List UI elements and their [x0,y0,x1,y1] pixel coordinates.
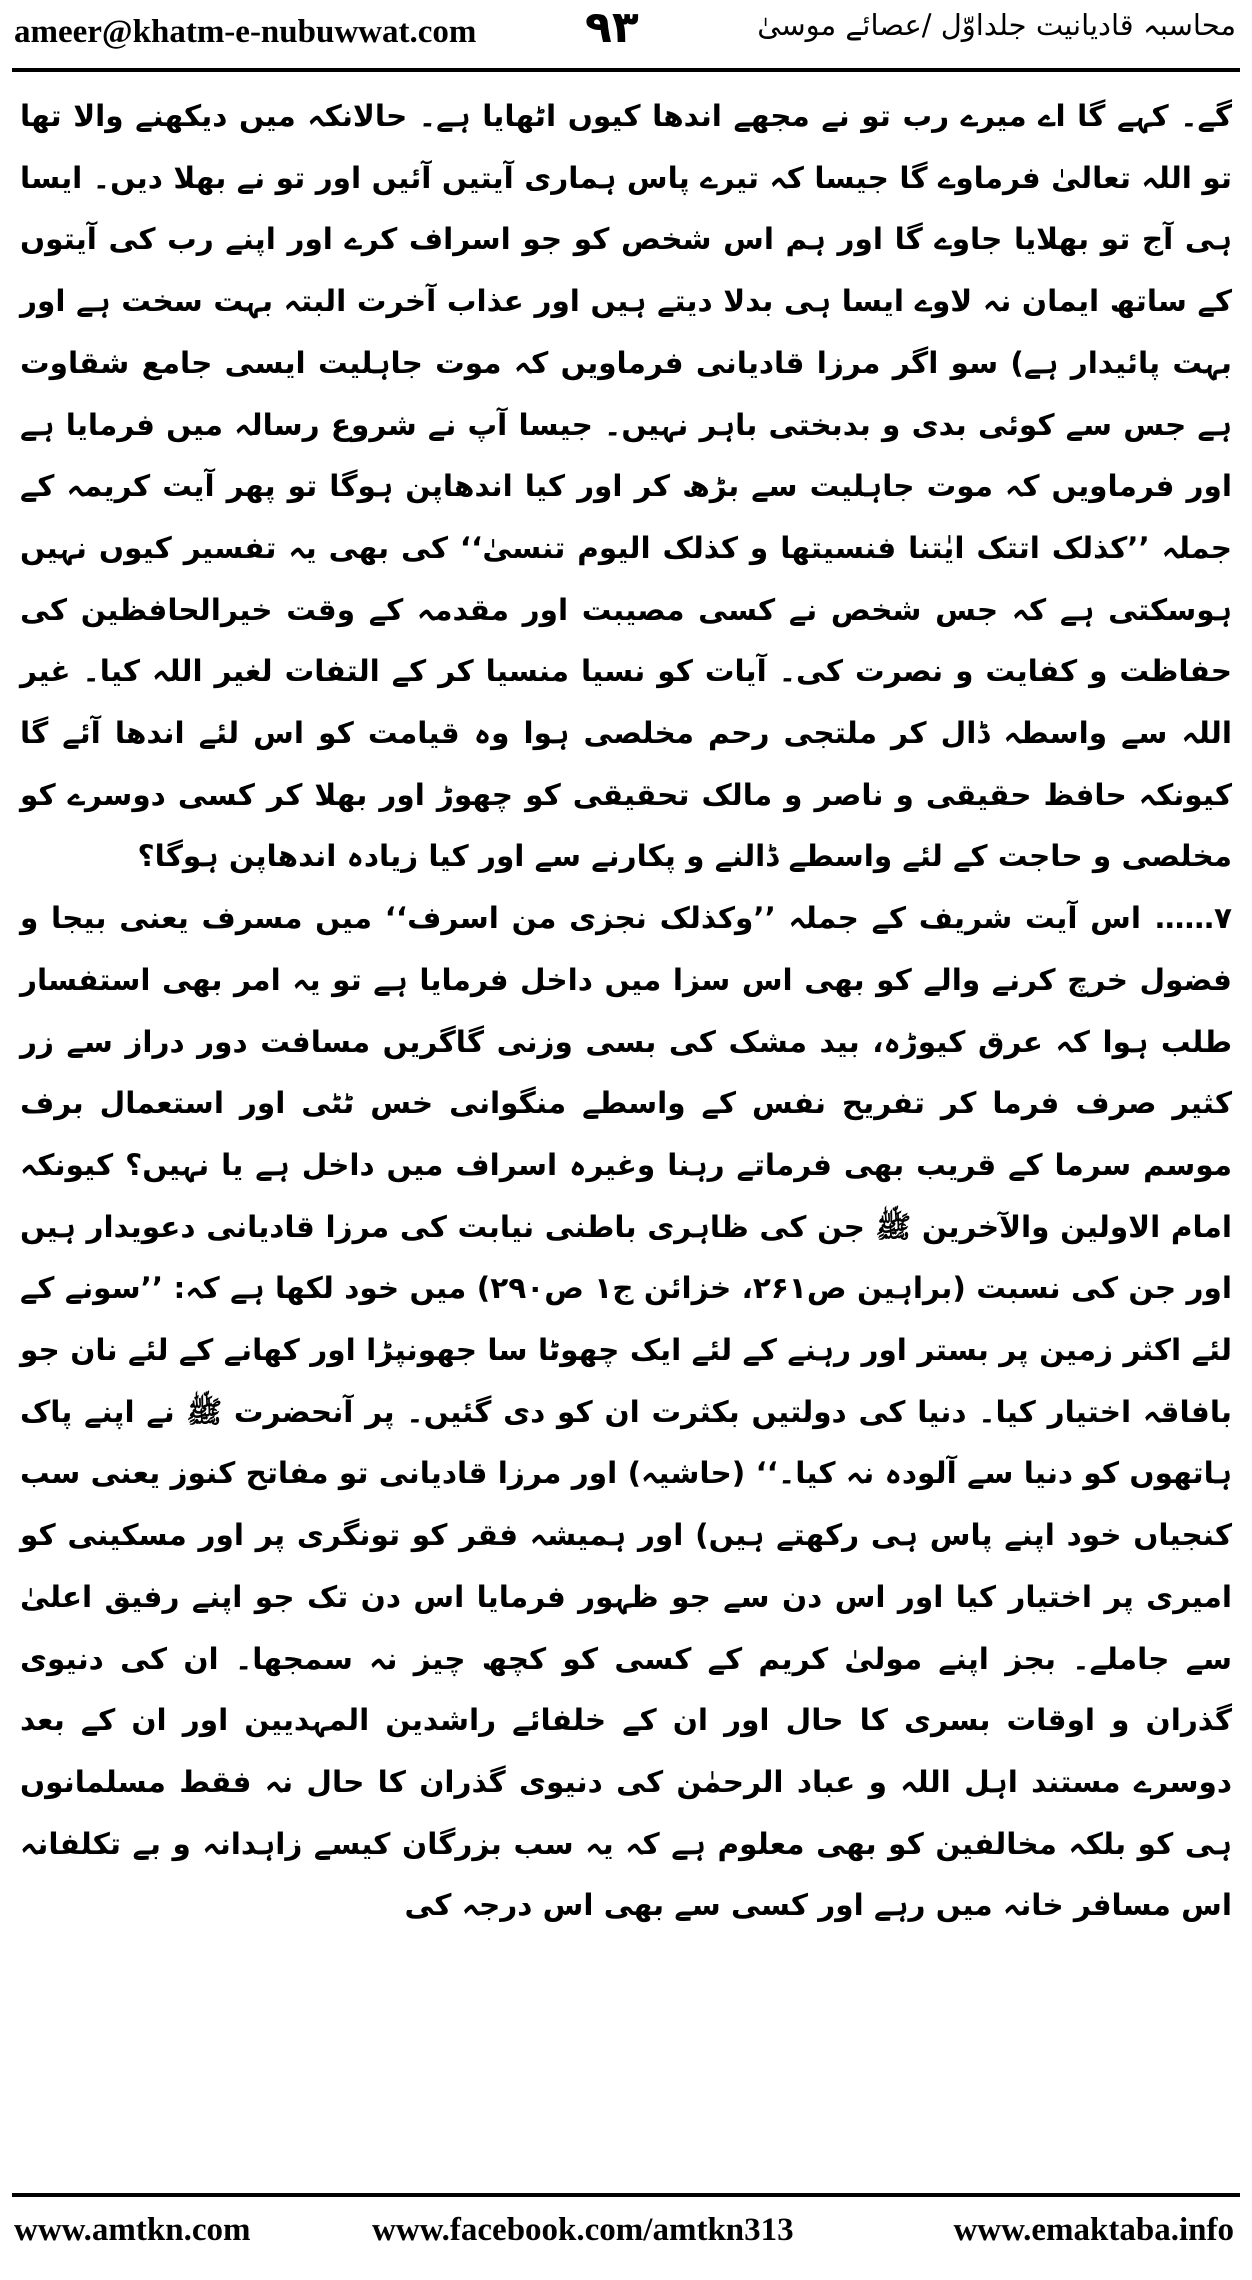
page-body [20,86,1232,1937]
item-number: ۷…… [1154,901,1232,936]
paragraph-2-text: اس آیت شریف کے جملہ ’’وکذلک نجزی من اسرف‘‘ میں مسرف یعنی بیجا و فضول خرچ کرنے والے کو بھی اس سزا میں داخل فرمایا ہے تو یہ امر بھی استفسار طلب ہوا کہ عرق کیوڑہ، بید مشک کی بسی وزنی گاگریں مسافت دور دراز سے زر کثیر صرف فرما کر تفریح نفس کے واسطے منگوانی خس ٹٹی اور استعمال برف موسم سرما کے قریب بھی فرماتے رہنا وغیرہ اسراف میں داخل ہے یا نہیں؟ کیونکہ امام الاولین والآخرین ﷺ جن کی ظاہری باطنی نیابت کی مرزا قادیانی دعویدار ہیں اور جن کی نسبت (براہین ص۲۶۱، خزائن ج۱ ص۲۹۰) میں خود لکھا ہے کہ: ’’سونے کے لئے اکثر زمین پر بستر اور رہنے کے لئے ایک چھوٹا سا جھونپڑا اور کھانے کے لئے نان جو بافاقہ اختیار کیا۔ دنیا کی دولتیں بکثرت ان کو دی گئیں۔ پر آنحضرت ﷺ نے اپنے پاک ہاتھوں کو دنیا سے آلودہ نہ کیا۔‘‘ (حاشیہ) اور مرزا قادیانی تو مفاتح کنوز یعنی سب کنجیاں خود اپنے پاس ہی رکھتے ہیں) اور ہمیشہ فقر کو تونگری پر اور مسکینی کو امیری پر اختیار کیا اور اس دن سے جو ظہور فرمایا اس دن تک جو اپنے رفیق اعلیٰ سے جاملے۔ بجز اپنے مولیٰ کریم کے کسی کو کچھ چیز نہ سمجھا۔ ان کی دنیوی گذران و اوقات بسری کا حال اور ان کے خلفائے راشدین المہدیین اور ان کے بعد دوسرے مستند اہل اللہ و عباد الرحمٰن کی دنیوی گذران کا حال نہ فقط مسلمانوں ہی کو بلکہ مخالفین کو بھی معلوم ہے کہ یہ سب بزرگان کیسے زاہدانہ و بے تکلفانہ اس مسافر خانہ میں رہے اور کسی سے بھی اس درجہ کی [20,901,1232,1923]
footer-divider [12,2193,1240,2197]
footer-link-facebook[interactable]: www.facebook.com/amtkn313 [372,2212,794,2248]
paragraph-1: گے۔ کہے گا اے میرے رب تو نے مجھے اندھا کیوں اٹھایا ہے۔ حالانکہ میں دیکھنے والا تھا تو اللہ تعالیٰ فرماوے گا جیسا کہ تیرے پاس ہماری آیتیں آئیں اور تو نے بھلا دیں۔ ایسا ہی آج تو بھلایا جاوے گا اور ہم اس شخص کو جو اسراف کرے اور اپنے رب کی آیتوں کے ساتھ ایمان نہ لاوے ایسا ہی بدلا دیتے ہیں اور عذاب آخرت البتہ بہت سخت ہے اور بہت پائیدار ہے) سو اگر مرزا قادیانی فرماویں کہ موت جاہلیت ایسی جامع شقاوت ہے جس سے کوئی بدی و بدبختی باہر نہیں۔ جیسا آپ نے شروع رسالہ میں فرمایا ہے اور فرماویں کہ موت جاہلیت سے بڑھ کر اور کیا اندھاپن ہوگا تو پھر آیت کریمہ کے جملہ ’’کذلک اتتک ایٰتنا فنسیتھا و کذلک الیوم تنسیٰ‘‘ کی بھی یہ تفسیر کیوں نہیں ہوسکتی ہے کہ جس شخص نے کسی مصیبت اور مقدمہ کے وقت خیرالحافظین کی حفاظت و کفایت و نصرت کی۔ آیات کو نسیا منسیا کر کے التفات لغیر اللہ کیا۔ غیر اللہ سے واسطہ ڈال کر ملتجی رحم مخلصی ہوا وہ قیامت کو اس لئے اندھا آئے گا کیونکہ حافظ حقیقی و ناصر و مالک تحقیقی کو چھوڑ اور بھلا کر کسی دوسرے کو مخلصی و حاجت کے لئے واسطے ڈالنے و پکارنے سے اور کیا زیادہ اندھاپن ہوگا؟ [20,99,1232,874]
page-header [0,0,1252,68]
footer-link-emaktaba[interactable]: www.emaktaba.info [953,2212,1234,2248]
header-email[interactable]: ameer@khatm-e-nubuwwat.com [14,14,477,50]
page-footer [0,2208,1252,2258]
footer-link-amtkn[interactable]: www.amtkn.com [14,2212,251,2248]
page-number: ۹۳ [585,2,639,53]
paragraph-2 [20,888,1232,1937]
header-divider [12,68,1240,72]
book-title: محاسبہ قادیانیت جلداوّل /عصائے موسیٰ [757,8,1236,42]
